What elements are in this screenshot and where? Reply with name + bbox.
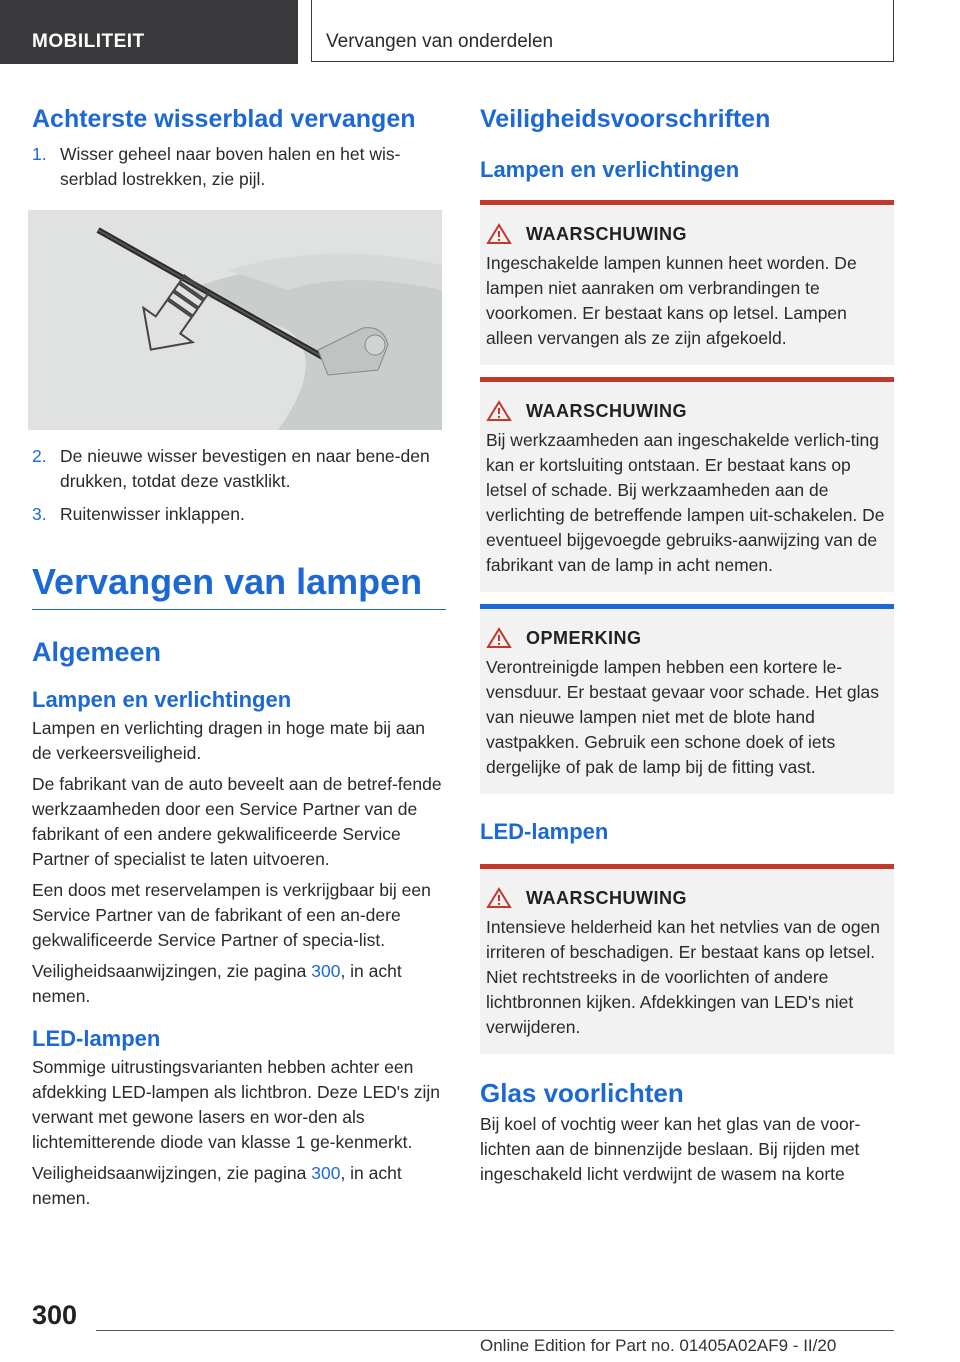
- page-link[interactable]: 300: [311, 1163, 341, 1183]
- step-number: 3.: [32, 504, 47, 524]
- right-column: [480, 100, 894, 1187]
- step-number: 2.: [32, 446, 47, 466]
- led-para: Sommige uitrustingsvarianten hebben achter een afdekking LED-lampen als lichtbron. Deze LED's zijn verwant met gewone lasers en wor-den als lichtemitterende diode van klasse 1 ge-kenmerkt.: [32, 1057, 440, 1152]
- step-3: [32, 502, 446, 527]
- warning-triangle-icon: [486, 887, 512, 909]
- step-number: 1.: [32, 144, 47, 164]
- led-reference: [32, 1161, 446, 1211]
- note-box: [480, 604, 894, 794]
- lights-subtitle: Lampen en verlichtingen: [32, 687, 292, 712]
- ref-text: , in acht nemen.: [32, 1163, 402, 1208]
- page-number: 300: [32, 1300, 78, 1330]
- chapter-tab: [311, 0, 894, 62]
- warning-title: WAARSCHUWING: [526, 223, 687, 244]
- para-1: Lampen en verlichting dragen in hoge mate bij aan de verkeersveiligheid.: [32, 718, 426, 763]
- wiper-illustration: [28, 210, 442, 430]
- note-triangle-icon: [486, 627, 512, 649]
- wiper-title: Achterste wisserblad vervangen: [32, 105, 416, 133]
- note-title: OPMERKING: [526, 627, 642, 648]
- lights-subtitle-right: Lampen en verlichtingen: [480, 157, 740, 182]
- ref-text: Veiligheidsaanwijzingen, zie pagina: [32, 961, 312, 981]
- lamps-title: Vervangen van lampen: [32, 557, 446, 610]
- glass-title: Glas voorlichten: [480, 1078, 684, 1108]
- left-column: [32, 100, 446, 1211]
- step-text: Ruitenwisser inklappen.: [60, 504, 245, 524]
- safety-title: Veiligheidsvoorschriften: [480, 105, 771, 133]
- glass-text: Bij koel of vochtig weer kan het glas van de voor-lichten aan de binnenzijde beslaan. Bij rijden met ingeschakeld licht verdwijnt de wasem na korte: [480, 1114, 861, 1184]
- safety-reference: [32, 959, 446, 1009]
- para-3: Een doos met reservelampen is verkrijgbaar bij een Service Partner van de fabrikant of een an-dere gekwalificeerde Service Partner of specia-list.: [32, 880, 431, 950]
- rear-wiper-image: [28, 210, 442, 430]
- warning-text: Intensieve helderheid kan het netvlies van de ogen irriteren of beschadigen. Er bestaat kans op letsel. Niet rechtstreeks in de voorlichten of andere lichtbronnen kijken. Afdekkingen van LED's niet verwijderen.: [486, 917, 881, 1037]
- warning-text: Ingeschakelde lampen kunnen heet worden. De lampen niet aanraken om verbrandingen te voorkomen. Er bestaat kans op letsel. Lampen alleen vervangen als ze zijn afgekoeld.: [486, 253, 857, 348]
- step-2: [32, 444, 446, 494]
- general-title: Algemeen: [32, 637, 162, 667]
- led-title-right: LED-lampen: [480, 819, 609, 844]
- step-1: [32, 142, 446, 192]
- section-tab: [0, 0, 298, 64]
- page-link[interactable]: 300: [311, 961, 341, 981]
- warning-title: WAARSCHUWING: [526, 887, 687, 908]
- edition-text: Online Edition for Part no. 01405A02AF9 - II/20: [480, 1336, 837, 1355]
- para-2: De fabrikant van de auto beveelt aan de betref-fende werkzaamheden door een Service Partner van de fabrikant of een andere gekwalificeerde Service Partner of specialist te laten uitvoeren.: [32, 774, 442, 869]
- warning-box-1: [480, 200, 894, 365]
- chapter-label: Vervangen van onderdelen: [326, 31, 554, 52]
- warning-title: WAARSCHUWING: [526, 400, 687, 421]
- ref-text: Veiligheidsaanwijzingen, zie pagina: [32, 1163, 312, 1183]
- warning-triangle-icon: [486, 223, 512, 245]
- warning-triangle-icon: [486, 400, 512, 422]
- ref-text: , in acht nemen.: [32, 961, 402, 1006]
- warning-text: Bij werkzaamheden aan ingeschakelde verlich-ting kan er kortsluiting ontstaan. Er bestaat kans op letsel of schade. Bij werkzaamheden aan de verlichting de betreffende lampen uit-schakelen. De eventueel bijgevoegde gebruiks-aanwijzing van de fabrikant van de lamp in acht nemen.: [486, 430, 885, 575]
- section-label: MOBILITEIT: [32, 31, 145, 52]
- footer-divider: [96, 1330, 894, 1331]
- warning-box-2: [480, 377, 894, 592]
- warning-box-3: [480, 864, 894, 1054]
- led-title: LED-lampen: [32, 1026, 161, 1051]
- note-text: Verontreinigde lampen hebben een kortere le-vensduur. Er bestaat gevaar voor schade. Het glas van nieuwe lampen niet met de blote hand vastpakken. Gebruik een schone doek of iets dergelijke of pak de lamp bij de fitting vast.: [486, 657, 880, 777]
- step-text: Wisser geheel naar boven halen en het wis-serblad lostrekken, zie pijl.: [60, 144, 401, 189]
- step-text: De nieuwe wisser bevestigen en naar bene-den drukken, totdat deze vastklikt.: [60, 446, 430, 491]
